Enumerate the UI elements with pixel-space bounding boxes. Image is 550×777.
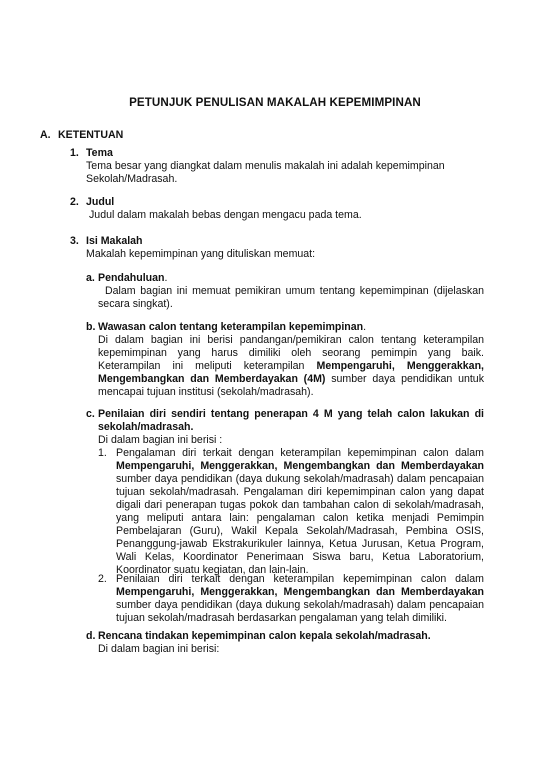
- c-item-2-pre: Penilaian diri terkait dengan keterampilan kepemimpinan calon dalam: [116, 573, 484, 585]
- section-label: A.: [40, 129, 51, 141]
- c-item-1-pre: Pengalaman diri terkait dengan keterampilan kepemimpinan calon dalam: [116, 447, 484, 459]
- judul-body: Judul dalam makalah bebas dengan mengacu pada tema.: [89, 209, 362, 221]
- c-item-2-number: 2.: [98, 573, 107, 585]
- subsection-b-body-post: sumber daya pendidikan untuk mencapai tujuan institusi (sekolah/madrasah).: [98, 373, 484, 398]
- subsection-c-intro: Di dalam bagian ini berisi :: [98, 434, 223, 446]
- subsection-b-heading: Wawasan calon tentang keterampilan kepemimpinan: [98, 321, 364, 333]
- subsection-b-body-bold: Mempengaruhi, Menggerakkan, Mengembangkan dan Memberdayakan (4M): [98, 360, 484, 385]
- subsection-b-body: [98, 334, 484, 399]
- c-item-2-bold: Mempengaruhi, Menggerakkan, Mengembangkan dan Memberdayakan: [116, 586, 484, 598]
- subsection-a-heading-line: [98, 272, 167, 285]
- subsection-a-heading: Pendahuluan: [98, 272, 165, 284]
- subsection-a-label: a.: [86, 272, 95, 284]
- subsection-d-intro: Di dalam bagian ini berisi:: [98, 643, 220, 655]
- judul-heading: Judul: [86, 196, 115, 208]
- subsection-a-punct: .: [164, 272, 168, 284]
- tema-number: 1.: [70, 147, 79, 159]
- isi-intro: Makalah kepemimpinan yang dituliskan memuat:: [86, 248, 316, 260]
- document-title: PETUNJUK PENULISAN MAKALAH KEPEMIMPINAN: [129, 96, 421, 109]
- section-heading: KETENTUAN: [58, 129, 124, 141]
- subsection-d-label: d.: [86, 630, 96, 642]
- isi-number: 3.: [70, 235, 79, 247]
- c-item-1-post: sumber daya pendidikan (daya dukung sekolah/madrasah) dalam pencapaian tujuan sekolah/madrasah. Pengalaman diri kepemimpinan calon yang dapat digali dari penerapan tugas pokok dan tambahan calon di sekolah/madrasah, yang meliputi antara lain: pengalaman calon ketika menjadi Pemimpin Pembelajaran (Guru), Wakil Kepala Sekolah/Madrasah, Pembina OSIS, Penanggung-jawab Ekstrakurikuler lainnya, Ketua Jurusan, Ketua Program, Wali Kelas, Koordinator Penerimaan Siswa baru, Ketua Laboratorium, Koordinator suatu kegiatan, dan lain-lain.: [116, 473, 484, 576]
- c-item-1-number: 1.: [98, 447, 107, 459]
- subsection-b-label: b.: [86, 321, 96, 333]
- c-item-2-body: [116, 573, 484, 625]
- isi-heading: Isi Makalah: [86, 235, 143, 247]
- subsection-b-punct: .: [363, 321, 367, 333]
- subsection-c-heading: Penilaian diri sendiri tentang penerapan 4 M yang telah calon lakukan di sekolah/madrasah.: [98, 408, 484, 433]
- judul-number: 2.: [70, 196, 79, 208]
- tema-body: Tema besar yang diangkat dalam menulis makalah ini adalah kepemimpinan Sekolah/Madrasah.: [86, 160, 445, 185]
- c-item-2-post: sumber daya pendidikan (daya dukung sekolah/madrasah) dalam pencapaian tujuan sekolah/madrasah berdasarkan pengalaman yang telah dimiliki.: [116, 599, 484, 624]
- subsection-b-heading-line: [98, 321, 366, 334]
- subsection-a-body: Dalam bagian ini memuat pemikiran umum tentang kepemimpinan (dijelaskan secara singkat).: [98, 285, 484, 310]
- c-item-1-bold: Mempengaruhi, Menggerakkan, Mengembangkan dan Memberdayakan: [116, 460, 484, 472]
- tema-heading: Tema: [86, 147, 113, 159]
- subsection-b-body-pre: Di dalam bagian ini berisi pandangan/pemikiran calon tentang keterampilan kepemimpinan yang harus dimiliki oleh seorang pemimpin yang baik. Keterampilan ini meliputi keterampilan: [98, 334, 484, 372]
- subsection-c-label: c.: [86, 408, 95, 420]
- subsection-d-heading: Rencana tindakan kepemimpinan calon kepala sekolah/madrasah.: [98, 630, 431, 642]
- c-item-1-body: [116, 447, 484, 577]
